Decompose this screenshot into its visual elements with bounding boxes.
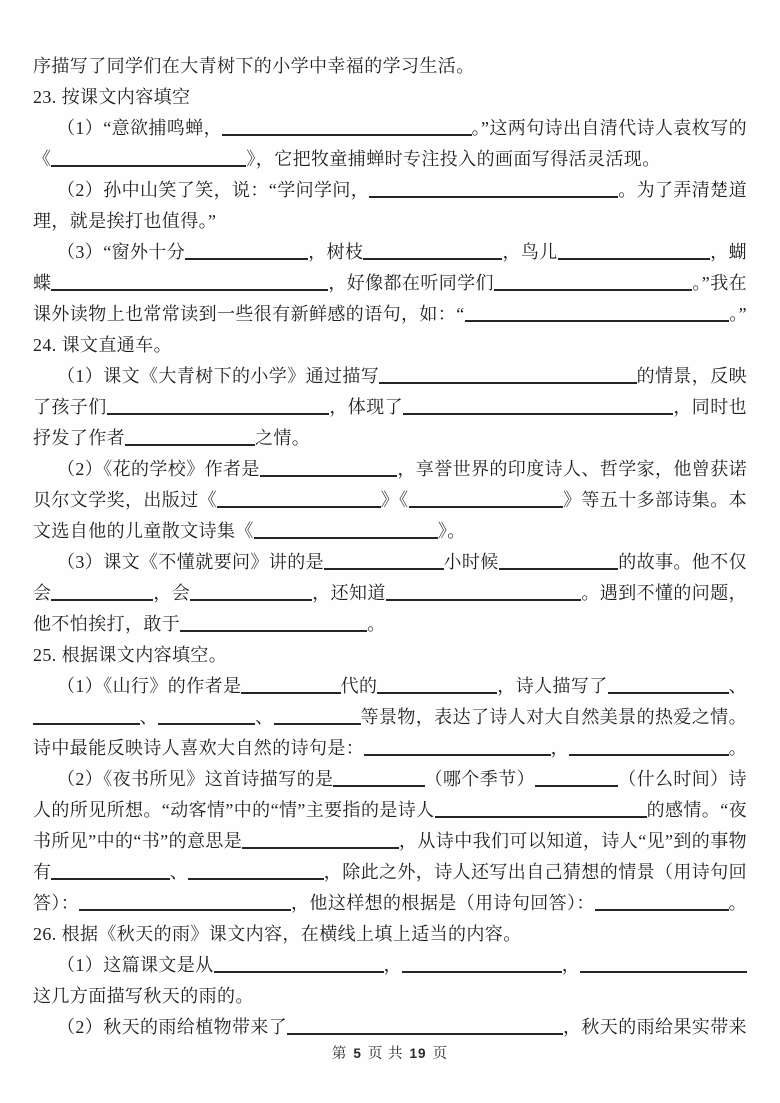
- blank-field: [535, 774, 618, 787]
- page-number: 5: [353, 1046, 362, 1061]
- blank-field: [558, 247, 711, 260]
- blank-field: [190, 588, 312, 601]
- blank-field: [107, 402, 330, 415]
- total-pages: 19: [409, 1046, 427, 1061]
- text-segment: （1）这篇课文是从: [57, 955, 214, 975]
- doc-line: [33, 578, 747, 609]
- text-segment: 等景物，表达了诗人对大自然美景的热爱之情。: [360, 707, 747, 727]
- text-segment: 》等五十多部诗集。本: [563, 490, 747, 510]
- blank-field: [180, 619, 367, 632]
- text-segment: （2）孙中山笑了笑，说：“学问学问，: [57, 180, 370, 200]
- doc-line: [33, 888, 747, 919]
- page-footer: [0, 1042, 780, 1063]
- doc-line: [33, 733, 747, 764]
- doc-line: [33, 857, 747, 888]
- text-segment: 序描写了同学们在大青树下的小学中幸福的学习生活。: [33, 56, 475, 76]
- blank-field: [499, 557, 619, 570]
- text-segment: 这几方面描写秋天的雨的。: [33, 986, 254, 1006]
- text-segment: （1）《山行》的作者是: [57, 676, 242, 696]
- blank-field: [217, 495, 381, 508]
- doc-line: [33, 175, 747, 206]
- doc-line: [33, 981, 747, 1012]
- doc-line: [33, 702, 747, 733]
- blank-field: [369, 185, 618, 198]
- text-segment: ，: [550, 738, 569, 758]
- blank-field: [595, 898, 729, 911]
- text-segment: 。”: [729, 304, 747, 324]
- text-segment: ，同时也: [673, 397, 747, 417]
- blank-field: [51, 867, 169, 880]
- doc-line: [33, 51, 747, 82]
- footer-label-di: 第: [331, 1046, 348, 1062]
- text-segment: 25. 根据课文内容填空。: [33, 645, 228, 665]
- text-segment: 代的: [340, 676, 378, 696]
- blank-field: [79, 898, 291, 911]
- doc-line: [33, 671, 747, 702]
- text-segment: 他不怕挨打，敢于: [33, 614, 181, 634]
- doc-line: [33, 361, 747, 392]
- footer-label-ye-gong: 页 共: [367, 1046, 404, 1062]
- text-segment: 了孩子们: [33, 397, 107, 417]
- text-segment: 、: [139, 707, 158, 727]
- text-segment: ，鸟儿: [502, 242, 558, 262]
- text-segment: 、: [255, 707, 274, 727]
- blank-field: [465, 309, 730, 322]
- text-segment: 。为了弄清楚道: [618, 180, 747, 200]
- doc-line: [33, 144, 747, 175]
- text-segment: 有: [33, 862, 52, 882]
- document-lines: [33, 51, 747, 1043]
- blank-field: [158, 712, 255, 725]
- blank-field: [214, 960, 384, 973]
- blank-field: [51, 588, 153, 601]
- text-segment: 理，就是挨打也值得。”: [33, 211, 217, 231]
- blank-field: [222, 123, 472, 136]
- text-segment: （3）“窗外十分: [57, 242, 186, 262]
- text-segment: ，: [561, 955, 581, 975]
- text-segment: 26. 根据《秋天的雨》课文内容，在横线上填上适当的内容。: [33, 924, 522, 944]
- text-segment: ，除此之外，诗人还写出自己猜想的情景（用诗句回: [323, 862, 747, 882]
- text-segment: ，: [383, 955, 402, 975]
- doc-line: [33, 609, 747, 640]
- text-segment: 之情。: [255, 428, 311, 448]
- blank-field: [287, 1022, 563, 1035]
- doc-line: [33, 206, 747, 237]
- text-segment: 。遇到不懂的问题，: [581, 583, 747, 603]
- text-segment: （1）课文《大青树下的小学》通过描写: [57, 366, 380, 386]
- text-segment: 的故事。他不仅: [618, 552, 748, 572]
- blank-field: [580, 960, 747, 973]
- footer-label-ye: 页: [432, 1046, 449, 1062]
- text-segment: 》《: [380, 490, 409, 510]
- blank-field: [569, 743, 729, 756]
- text-segment: ，还知道: [312, 583, 386, 603]
- text-segment: ，蝴: [710, 242, 747, 262]
- text-segment: 、: [728, 676, 748, 696]
- text-segment: 小时候: [443, 552, 499, 572]
- text-segment: （3）课文《不懂就要问》讲的是: [57, 552, 324, 572]
- blank-field: [379, 371, 636, 384]
- text-segment: （2）《花的学校》作者是: [57, 459, 260, 479]
- doc-line: [33, 516, 747, 547]
- blank-field: [435, 805, 647, 818]
- doc-line: [33, 919, 747, 950]
- text-segment: ，他这样想的根据是（用诗句回答）：: [291, 893, 595, 913]
- text-segment: ，享誉世界的印度诗人、哲学家，他曾获诺: [397, 459, 747, 479]
- blank-field: [402, 960, 562, 973]
- blank-field: [494, 278, 692, 291]
- doc-line: [33, 330, 747, 361]
- text-segment: ，树枝: [308, 242, 364, 262]
- text-segment: 课外读物上也常常读到一些很有新鲜感的语句，如：“: [33, 304, 465, 324]
- text-segment: 》。: [437, 521, 466, 541]
- blank-field: [51, 154, 246, 167]
- text-segment: 《: [33, 149, 52, 169]
- doc-line: [33, 454, 747, 485]
- blank-field: [274, 712, 361, 725]
- text-segment: 23. 按课文内容填空: [33, 87, 191, 107]
- blank-field: [242, 836, 399, 849]
- blank-field: [403, 402, 673, 415]
- blank-field: [254, 526, 438, 539]
- doc-line: [33, 640, 747, 671]
- blank-field: [608, 681, 729, 694]
- text-segment: ，秋天的雨给果实带来: [563, 1017, 747, 1037]
- text-segment: 。: [728, 893, 747, 913]
- text-segment: 贝尔文学奖，出版过《: [33, 490, 217, 510]
- blank-field: [364, 743, 550, 756]
- blank-field: [377, 681, 497, 694]
- text-segment: 人的所见所想。“动客情”中的“情”主要指的是诗人: [33, 800, 435, 820]
- blank-field: [409, 495, 563, 508]
- doc-line: [33, 826, 747, 857]
- doc-line: [33, 82, 747, 113]
- doc-line: [33, 268, 747, 299]
- doc-line: [33, 299, 747, 330]
- text-segment: 的感情。“夜: [646, 800, 747, 820]
- text-segment: 书所见”中的“书”的意思是: [33, 831, 243, 851]
- doc-line: [33, 795, 747, 826]
- text-segment: 。”我在: [692, 273, 747, 293]
- doc-line: [33, 764, 747, 795]
- doc-line: [33, 423, 747, 454]
- text-segment: （2）《夜书所见》这首诗描写的是: [57, 769, 334, 789]
- text-segment: 文选自他的儿童散文诗集《: [33, 521, 254, 541]
- text-segment: 、: [169, 862, 189, 882]
- text-segment: ，会: [153, 583, 191, 603]
- blank-field: [241, 681, 340, 694]
- doc-line: [33, 547, 747, 578]
- blank-field: [51, 278, 328, 291]
- text-segment: ，从诗中我们可以知道，诗人“见”到的事物: [399, 831, 747, 851]
- text-segment: （哪个季节）: [424, 769, 535, 789]
- text-segment: 会: [33, 583, 52, 603]
- blank-field: [386, 588, 582, 601]
- text-segment: ，诗人描写了: [497, 676, 608, 696]
- blank-field: [363, 247, 502, 260]
- blank-field: [125, 433, 255, 446]
- text-segment: ，好像都在听同学们: [328, 273, 494, 293]
- text-segment: 24. 课文直通车。: [33, 335, 172, 355]
- blank-field: [333, 774, 424, 787]
- text-segment: 答）：: [33, 893, 80, 913]
- blank-field: [188, 867, 324, 880]
- text-segment: 。: [367, 614, 386, 634]
- doc-line: [33, 113, 747, 144]
- doc-line: [33, 392, 747, 423]
- text-segment: （2）秋天的雨给植物带来了: [57, 1017, 288, 1037]
- blank-field: [324, 557, 444, 570]
- text-segment: ，体现了: [329, 397, 404, 417]
- text-segment: 。”这两句诗出自清代诗人袁枚写的: [471, 118, 747, 138]
- doc-line: [33, 237, 747, 268]
- text-segment: 诗中最能反映诗人喜欢大自然的诗句是：: [33, 738, 365, 758]
- blank-field: [260, 464, 398, 477]
- text-segment: （1）“意欲捕鸣蝉，: [57, 118, 222, 138]
- text-segment: 》，它把牧童捕蝉时专注投入的画面写得活灵活现。: [246, 149, 661, 169]
- doc-line: [33, 950, 747, 981]
- text-segment: 。: [728, 738, 747, 758]
- blank-field: [185, 247, 308, 260]
- text-segment: 蝶: [33, 273, 52, 293]
- text-segment: （什么时间）诗: [618, 769, 747, 789]
- text-segment: 的情景，反映: [636, 366, 747, 386]
- text-segment: 抒发了作者: [33, 428, 125, 448]
- doc-line: [33, 1012, 747, 1043]
- doc-line: [33, 485, 747, 516]
- blank-field: [33, 712, 140, 725]
